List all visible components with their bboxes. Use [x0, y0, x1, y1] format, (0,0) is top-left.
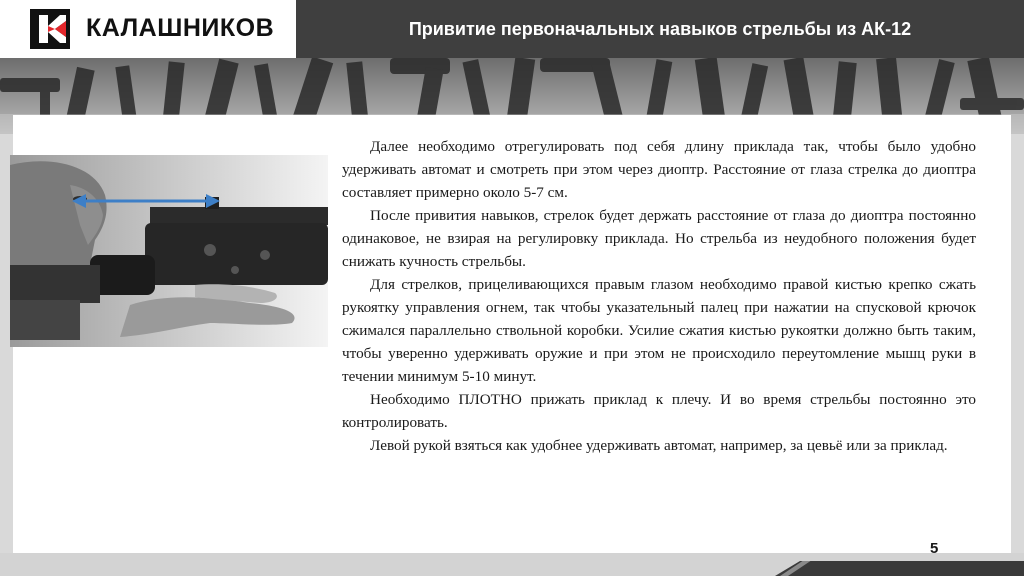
slide-title: Привитие первоначальных навыков стрельбы из АК-12 [408, 19, 912, 39]
paragraph-2: После привития навыков, стрелок будет держать расстояние от глаза до диоптра постоянно одинаковое, не взирая на регулировку приклада. Но стрельба из неудобного положения будет снижать кучность стрельбы. [342, 207, 976, 270]
paragraph-1: Далее необходимо отрегулировать под себя длину приклада так, чтобы было удобно удерживать автомат и смотреть при этом через диоптр. Расстояние от глаза стрелка до диоптра составляет примерно около 5-7 см. [342, 138, 976, 201]
header-bar [0, 0, 1024, 58]
shooter-aiming-photo [10, 155, 328, 347]
kalashnikov-logo-icon [30, 9, 70, 49]
brand-name: КАЛАШНИКОВ [86, 14, 275, 42]
logo-area [0, 0, 296, 58]
paragraph-5: Левой рукой взяться как удобнее удерживать автомат, например, за цевьё или за приклад. [370, 437, 948, 454]
footer-accent [0, 561, 1024, 576]
paragraph-4: Необходимо ПЛОТНО прижать приклад к плечу. И во время стрельбы постоянно это контролировать. [342, 391, 976, 431]
paragraph-3: Для стрелков, прицеливающихся правым глазом необходимо правой кистью крепко сжать рукоятку управления огнем, так чтобы указательный палец при нажатии на спусковой крючок сжимался параллельно ствольной коробки. Усилие сжатия кистью рукоятки должно быть таким, чтобы уверенно удерживать оружие и при этом не происходило переутомление мышц руки в течении минимум 5-10 минут. [342, 276, 976, 385]
page-number: 5 [930, 540, 939, 557]
body-text [342, 135, 976, 457]
